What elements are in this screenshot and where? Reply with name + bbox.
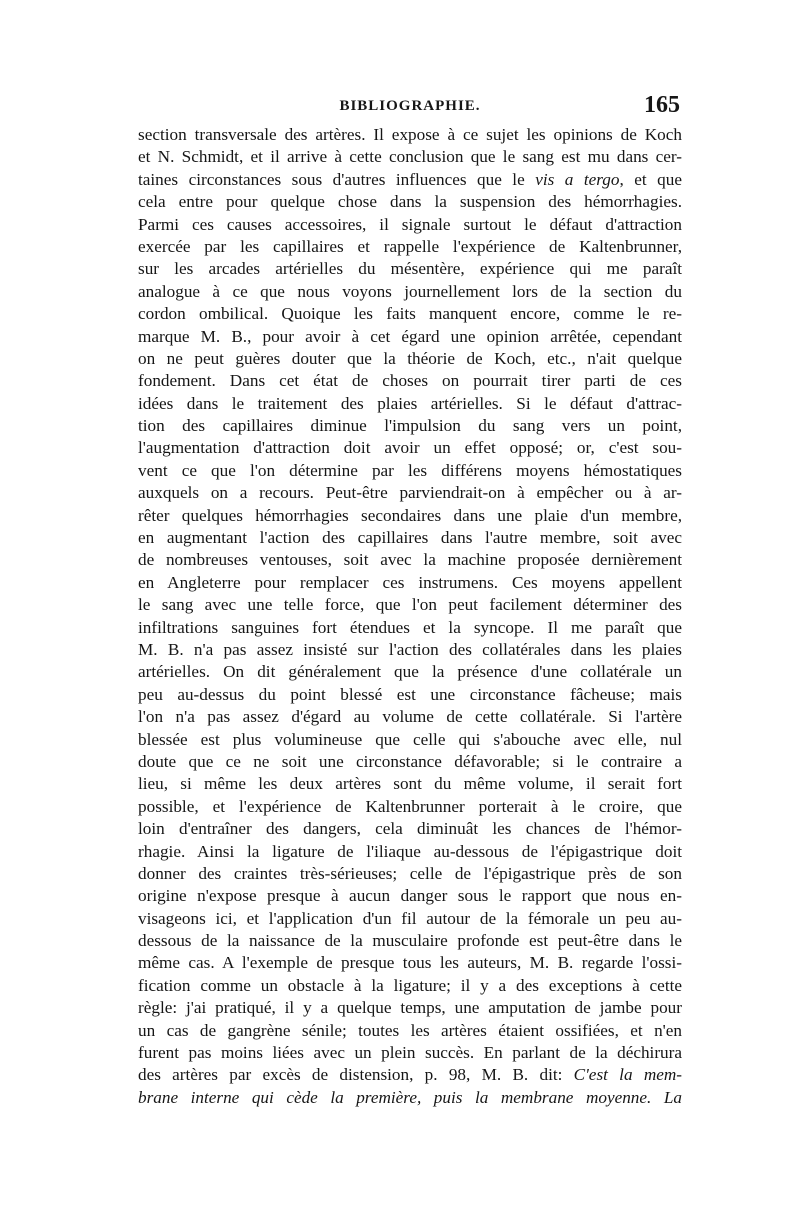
page-number: 165: [644, 92, 680, 118]
text-line: M. B. n'a pas assez insisté sur l'action des collatérales dans les plaies: [138, 639, 682, 659]
text-line: analogue à ce que nous voyons journellement lors de la section du: [138, 281, 682, 301]
text-line: loin d'entraîner des dangers, cela diminuât les chances de l'hémor-: [138, 819, 682, 839]
page-header: [138, 92, 682, 122]
text-line: artérielles. On dit généralement que la présence d'une collatérale un: [138, 662, 682, 682]
text-line: en augmentant l'action des capillaires dans l'autre membre, soit avec: [138, 528, 682, 548]
text-line: infiltrations sanguines fort étendues et la syncope. Il me paraît que: [138, 617, 682, 637]
text-line: vent ce que l'on détermine par les différens moyens hémostatiques: [138, 460, 682, 480]
text-line: blessée est plus volumineuse que celle qui s'abouche avec elle, nul: [138, 729, 682, 749]
text-line: origine n'expose presque à aucun danger sous le rapport que nous en-: [138, 886, 682, 906]
text-line: tion des capillaires diminue l'impulsion du sang vers un point,: [138, 416, 682, 436]
text-line: lieu, si même les deux artères sont du même volume, il serait fort: [138, 774, 682, 794]
text-line: idées dans le traitement des plaies artérielles. Si le défaut d'attrac-: [138, 393, 682, 413]
text-line: exercée par les capillaires et rappelle l'expérience de Kaltenbrunner,: [138, 236, 682, 256]
text-line: furent pas moins liées avec un plein succès. En parlant de la déchirura: [138, 1043, 682, 1063]
text-line: le sang avec une telle force, que l'on peut facilement déterminer des: [138, 595, 682, 615]
text-line: auxquels on a recours. Peut-être parviendrait-on à empêcher ou à ar-: [138, 483, 682, 503]
text-line: des artères par excès de distension, p. 98, M. B. dit: C'est la mem-: [138, 1065, 682, 1085]
text-line: brane interne qui cède la première, puis la membrane moyenne. La: [138, 1087, 682, 1107]
text-line: en Angleterre pour remplacer ces instrumens. Ces moyens appellent: [138, 572, 682, 592]
text-line: cordon ombilical. Quoique les faits manquent encore, comme le re-: [138, 304, 682, 324]
text-line: rhagie. Ainsi la ligature de l'iliaque au-dessous de l'épigastrique doit: [138, 841, 682, 861]
text-line: fication comme un obstacle à la ligature; il y a des exceptions à cette: [138, 975, 682, 995]
text-line: un cas de gangrène sénile; toutes les artères étaient ossifiées, et n'en: [138, 1020, 682, 1040]
text-line: règle: j'ai pratiqué, il y a quelque temps, une amputation de jambe pour: [138, 998, 682, 1018]
text-line: rêter quelques hémorrhagies secondaires dans une plaie d'un membre,: [138, 505, 682, 525]
text-line: marque M. B., pour avoir à cet égard une opinion arrêtée, cependant: [138, 326, 682, 346]
running-head: BIBLIOGRAPHIE.: [339, 98, 481, 114]
text-line: visageons ici, et l'application d'un fil autour de la fémorale un peu au-: [138, 908, 682, 928]
text-line: section transversale des artères. Il expose à ce sujet les opinions de Koch: [138, 125, 682, 144]
text-line: dessous de la naissance de la musculaire profonde est peut-être dans le: [138, 931, 682, 951]
text-line: et N. Schmidt, et il arrive à cette conclusion que le sang est mu dans cer-: [138, 147, 682, 167]
text-line: même cas. A l'exemple de presque tous les auteurs, M. B. regarde l'ossi-: [138, 953, 682, 973]
text-line: cela entre pour quelque chose dans la suspension des hémorrhagies.: [138, 192, 682, 212]
text-line: l'on n'a pas assez d'égard au volume de cette collatérale. Si l'artère: [138, 707, 682, 727]
text-line: possible, et l'expérience de Kaltenbrunner porterait à le croire, que: [138, 796, 682, 816]
text-line: on ne peut guères douter que la théorie de Koch, etc., n'ait quelque: [138, 348, 682, 368]
text-line: peu au-dessus du point blessé est une circonstance fâcheuse; mais: [138, 684, 682, 704]
text-line: sur les arcades artérielles du mésentère, expérience qui me paraît: [138, 259, 682, 279]
text-line: fondement. Dans cet état de choses on pourrait tirer parti de ces: [138, 371, 682, 391]
text-line: l'augmentation d'attraction doit avoir un effet opposé; or, c'est sou-: [138, 438, 682, 458]
text-line: donner des craintes très-sérieuses; celle de l'épigastrique près de son: [138, 863, 682, 883]
text-line: Parmi ces causes accessoires, il signale surtout le défaut d'attraction: [138, 214, 682, 234]
body-text: [138, 124, 682, 1109]
text-line: taines circonstances sous d'autres influences que le vis a tergo, et que: [138, 169, 682, 189]
text-line: de nombreuses ventouses, soit avec la machine proposée dernièrement: [138, 550, 682, 570]
text-line: doute que ce ne soit une circonstance défavorable; si le contraire a: [138, 751, 682, 771]
